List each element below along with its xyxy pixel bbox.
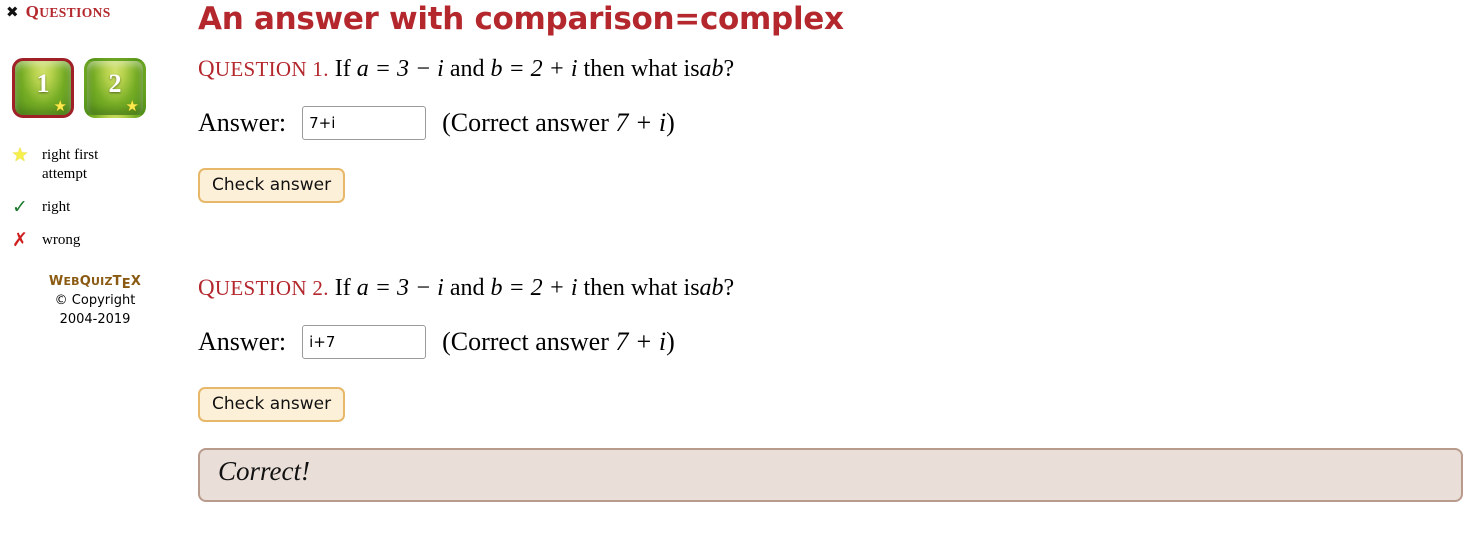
question-2-answer-row xyxy=(198,325,1471,359)
question-2-correct-note: (Correct answer 7 + i) xyxy=(442,327,675,356)
legend-item-right xyxy=(10,195,190,218)
question-1-eq-b: b = 2 + i xyxy=(490,56,578,82)
question-2-eq-a: a = 3 − i xyxy=(356,275,444,301)
sidebar-footer xyxy=(0,273,190,330)
answer-label: Answer: xyxy=(198,108,287,137)
question-1-text xyxy=(198,54,1471,84)
question-1-eq-ab: ab xyxy=(699,56,724,82)
legend-label: wrong xyxy=(42,232,81,249)
legend-label: right xyxy=(42,198,71,215)
legend-item-wrong xyxy=(10,231,190,251)
question-button-2-number: 2 xyxy=(108,69,122,98)
answer-input-1[interactable] xyxy=(302,106,426,140)
question-button-1-number: 1 xyxy=(36,69,50,98)
legend xyxy=(0,146,190,251)
question-2-number: QUESTION 2. xyxy=(198,275,329,300)
questions-label: QUESTIONS xyxy=(25,2,111,21)
question-button-list xyxy=(0,58,190,118)
legend-label: right first attempt xyxy=(42,147,99,182)
question-2-eq-ab: ab xyxy=(699,275,724,301)
answer-input-2[interactable] xyxy=(302,325,426,359)
copyright-text: © Copyright xyxy=(54,293,136,309)
question-1-then: then what is xyxy=(583,56,700,82)
question-1-and: and xyxy=(449,56,485,82)
question-1-number: QUESTION 1. xyxy=(198,56,329,81)
webquiztex-logo: WEBQUIZTEX xyxy=(48,274,142,293)
page-title: An answer with comparison=complex xyxy=(198,1,844,37)
question-1-answer-row xyxy=(198,106,1471,140)
question-block-1 xyxy=(198,54,1471,203)
answer-label: Answer: xyxy=(198,327,287,356)
question-2-qmark: ? xyxy=(723,275,735,301)
sidebar-header xyxy=(0,0,190,22)
question-block-2 xyxy=(198,273,1471,502)
question-2-if: If xyxy=(334,275,351,301)
star-icon: ★ xyxy=(125,97,139,115)
question-1-correct-note: (Correct answer 7 + i) xyxy=(442,108,675,137)
question-1-qmark: ? xyxy=(723,56,735,82)
result-banner: Correct! xyxy=(198,448,1463,502)
sidebar xyxy=(0,0,190,557)
question-2-eq-b: b = 2 + i xyxy=(490,275,578,301)
star-icon: ★ xyxy=(53,97,67,115)
main-content xyxy=(198,0,1471,557)
cross-icon: ✗ xyxy=(12,229,28,252)
question-button-1[interactable] xyxy=(12,58,74,118)
question-1-eq-a: a = 3 − i xyxy=(356,56,444,82)
check-answer-button-2[interactable]: Check answer xyxy=(198,387,345,422)
copyright-years: 2004-2019 xyxy=(59,312,131,328)
question-1-if: If xyxy=(334,56,351,82)
question-button-2[interactable] xyxy=(84,58,146,118)
check-answer-button-1[interactable]: Check answer xyxy=(198,168,345,203)
close-x-icon[interactable]: ✖ xyxy=(6,2,19,21)
check-icon: ✓ xyxy=(12,195,28,218)
legend-item-right-first-attempt xyxy=(10,146,190,184)
question-2-text xyxy=(198,273,1471,303)
star-icon: ★ xyxy=(11,144,29,166)
question-2-then: then what is xyxy=(583,275,700,301)
question-2-and: and xyxy=(449,275,485,301)
